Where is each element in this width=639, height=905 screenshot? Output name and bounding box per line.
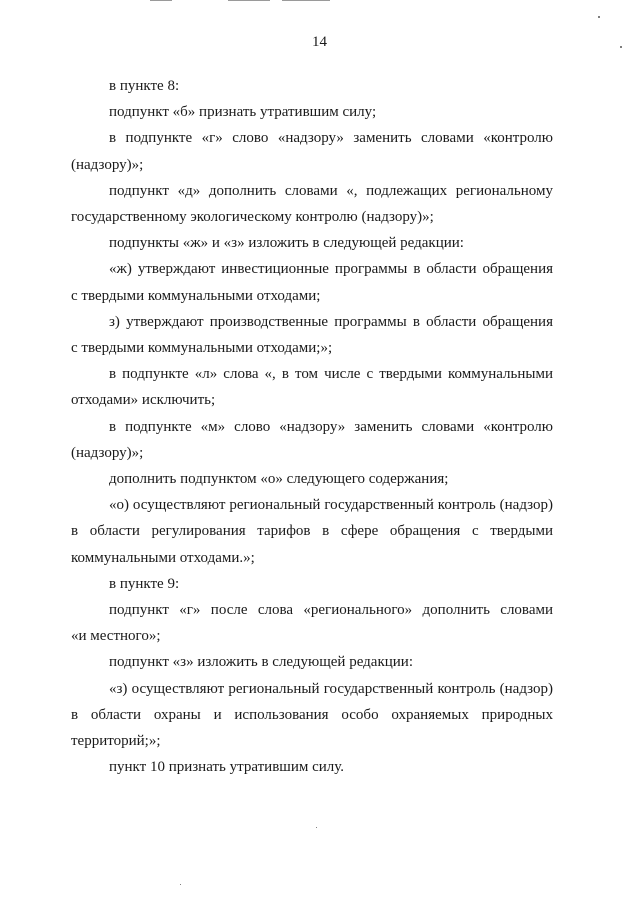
paragraph: [71, 414, 553, 466]
text-line: подпункт «г» после слова «регионального» дополнить словами: [109, 602, 553, 619]
paragraph: [71, 99, 553, 125]
scan-artifact-top-right: [282, 0, 330, 1]
text-line: подпункты «ж» и «з» изложить в следующей редакции:: [109, 235, 464, 252]
text-line: государственному экологическому контролю (надзору)»;: [71, 209, 434, 226]
scan-speck: [180, 884, 181, 885]
scan-speck: [598, 16, 600, 18]
paragraph: [71, 676, 553, 755]
text-line: коммунальными отходами.»;: [71, 549, 255, 566]
text-line: в области регулирования тарифов в сфере обращения с твердыми: [71, 523, 553, 540]
text-line: с твердыми коммунальными отходами;: [71, 287, 321, 304]
text-line: дополнить подпунктом «о» следующего содержания;: [109, 471, 449, 488]
paragraph: [71, 571, 553, 597]
text-line: (надзору)»;: [71, 156, 144, 173]
paragraph: [71, 754, 553, 780]
paragraph: [71, 73, 553, 99]
text-line: в области охраны и использования особо охраняемых природных: [71, 706, 553, 723]
text-line: пункт 10 признать утратившим силу.: [109, 759, 345, 776]
paragraph: [71, 492, 553, 571]
text-line: «и местного»;: [71, 628, 161, 645]
document-body: [71, 73, 553, 780]
text-line: отходами» исключить;: [71, 392, 216, 409]
text-line: подпункт «б» признать утратившим силу;: [109, 104, 377, 121]
paragraph: [71, 597, 553, 649]
text-line: территорий;»;: [71, 733, 161, 750]
text-line: подпункт «д» дополнить словами «, подлежащих региональному: [109, 182, 553, 199]
page-number: 14: [312, 34, 327, 50]
text-line: «з) осуществляют региональный государственный контроль (надзор): [109, 680, 553, 697]
paragraph: [71, 649, 553, 675]
text-line: (надзору)»;: [71, 444, 144, 461]
text-line: в пункте 8:: [109, 78, 180, 94]
text-line: в подпункте «м» слово «надзору» заменить словами «контролю: [109, 418, 553, 435]
scan-artifact-top-center: [228, 0, 270, 1]
paragraph: [71, 256, 553, 308]
scan-speck: [316, 827, 317, 828]
text-line: в пункте 9:: [109, 575, 180, 592]
text-line: с твердыми коммунальными отходами;»;: [71, 340, 333, 357]
scan-artifact-top-left: [150, 0, 172, 1]
paragraph: [71, 466, 553, 492]
text-line: в подпункте «л» слова «, в том числе с твердыми коммунальными: [109, 366, 553, 383]
paragraph: [71, 230, 553, 256]
text-line: «о) осуществляют региональный государственный контроль (надзор): [109, 497, 553, 514]
paragraph: [71, 125, 553, 177]
text-line: «ж) утверждают инвестиционные программы в области обращения: [109, 261, 553, 278]
paragraph: [71, 309, 553, 361]
text-line: в подпункте «г» слово «надзору» заменить словами «контролю: [109, 130, 553, 147]
text-line: подпункт «з» изложить в следующей редакции:: [109, 654, 413, 671]
text-line: з) утверждают производственные программы в области обращения: [109, 313, 553, 330]
paragraph: [71, 178, 553, 230]
paragraph: [71, 361, 553, 413]
